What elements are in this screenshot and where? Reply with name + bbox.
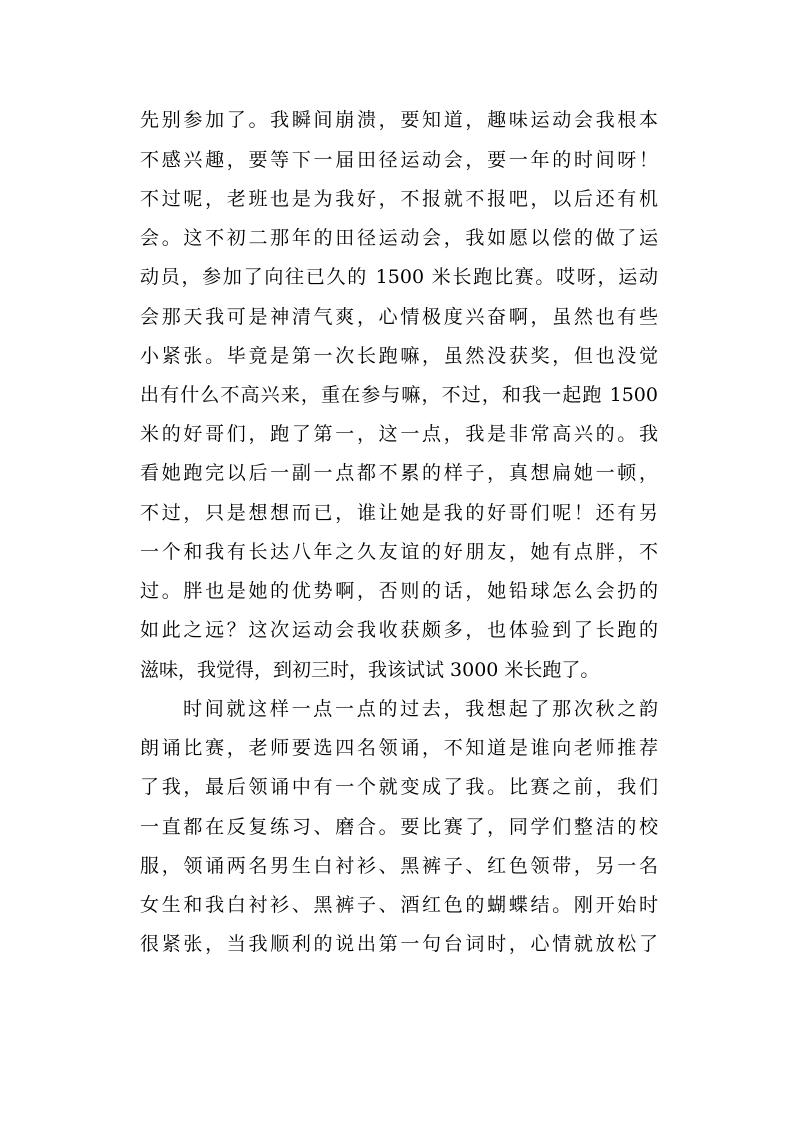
text-line: 一个和我有长达八年之久友谊的好朋友，她有点胖，不 — [140, 541, 658, 563]
text-line: 一直都在反复练习、磨合。要比赛了，同学们整洁的校 — [140, 816, 658, 838]
text-line: 会。这不初二那年的田径运动会，我如愿以偿的做了运 — [140, 227, 658, 249]
text-line: 小紧张。毕竟是第一次长跑嘛，虽然没获奖，但也没觉 — [140, 345, 658, 367]
text-line: 动员，参加了向往已久的 1500 米长跑比赛。哎呀，运动 — [140, 266, 658, 288]
text-line: 朗诵比赛，老师要选四名领诵，不知道是谁向老师推荐 — [140, 737, 658, 759]
text-line: 先别参加了。我瞬间崩溃，要知道，趣味运动会我根本 — [140, 109, 658, 131]
text-line: 如此之远？这次运动会我收获颇多，也体验到了长跑的 — [140, 619, 658, 641]
text-line: 时间就这样一点一点的过去，我想起了那次秋之韵 — [183, 698, 658, 720]
text-line: 了我，最后领诵中有一个就变成了我。比赛之前，我们 — [140, 776, 658, 798]
text-line: 会那天我可是神清气爽，心情极度兴奋啊，虽然也有些 — [140, 306, 658, 328]
text-line: 不感兴趣，要等下一届田径运动会，要一年的时间呀！ — [140, 149, 658, 171]
text-line: 滋味，我觉得，到初三时，我该试试 3000 米长跑了。 — [140, 659, 600, 681]
text-line: 出有什么不高兴来，重在参与嘛，不过，和我一起跑 1500 — [140, 384, 658, 406]
text-line: 不过呢，老班也是为我好，不报就不报吧，以后还有机 — [140, 188, 658, 210]
text-line: 过。胖也是她的优势啊，否则的话，她铅球怎么会扔的 — [140, 580, 658, 602]
text-line: 不过，只是想想而已，谁让她是我的好哥们呢！还有另 — [140, 502, 658, 524]
text-line: 女生和我白衬衫、黑裤子、酒红色的蝴蝶结。刚开始时 — [140, 894, 658, 916]
text-line: 服，领诵两名男生白衬衫、黑裤子、红色领带，另一名 — [140, 855, 658, 877]
text-line: 看她跑完以后一副一点都不累的样子，真想扁她一顿， — [140, 462, 658, 484]
text-line: 很紧张，当我顺利的说出第一句台词时，心情就放松了 — [140, 933, 658, 955]
text-line: 米的好哥们，跑了第一，这一点，我是非常高兴的。我 — [140, 423, 658, 445]
